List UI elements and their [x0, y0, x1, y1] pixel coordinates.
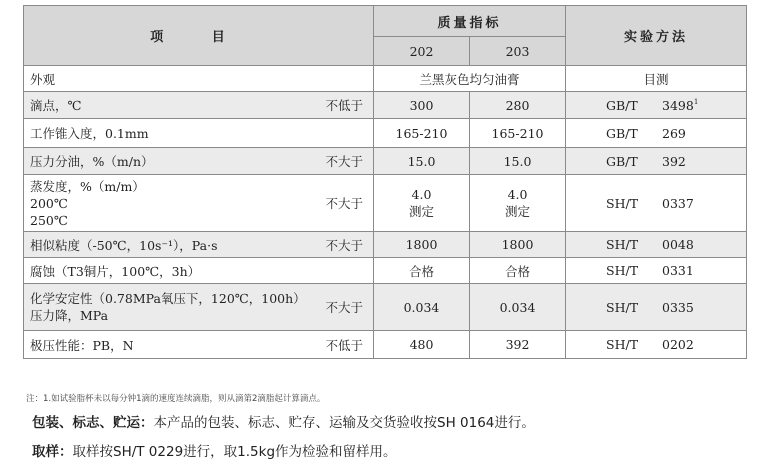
cell-condition: 不大于	[309, 284, 374, 331]
table-row	[24, 258, 747, 284]
cell-line: 200℃	[30, 195, 68, 211]
cell-item-name	[24, 92, 309, 119]
cell-method	[566, 232, 747, 258]
cell-line: 工作锥入度，0.1mm	[30, 126, 149, 141]
sampling-text: 取样按SH/T 0229进行，取1.5kg作为检验和留样用。	[72, 444, 397, 460]
cell-line: 15.0	[407, 153, 436, 169]
cell-line: 392	[505, 337, 530, 352]
cell-line: 4.0	[411, 187, 432, 202]
method-standard: GB/T	[606, 153, 638, 169]
method-number: 392	[662, 153, 686, 169]
cell-item-name	[24, 119, 309, 148]
method-standard: SH/T	[606, 195, 639, 211]
cell-line: 腐蚀（T3铜片，100℃，3h）	[30, 263, 201, 279]
cell-value-merged: 兰黑灰色均匀油膏	[374, 66, 566, 92]
method-code	[572, 154, 740, 169]
table-row	[24, 175, 747, 232]
method-code	[572, 263, 740, 278]
method-code	[572, 98, 740, 113]
cell-item-name	[24, 148, 309, 175]
header-item: 项 目	[24, 6, 374, 66]
cell-method	[566, 92, 747, 119]
cell-line: 165-210	[491, 125, 544, 141]
sampling-paragraph	[32, 440, 397, 460]
method-number: 269	[662, 125, 686, 141]
cell-condition	[309, 119, 374, 148]
method-code	[572, 337, 740, 352]
cell-condition: 不大于	[309, 232, 374, 258]
cell-value-203	[470, 232, 566, 258]
table-row	[24, 66, 747, 92]
spec-table	[23, 5, 747, 359]
method-standard: SH/T	[606, 237, 639, 252]
cell-item-name	[24, 284, 309, 331]
cell-line: 极压性能：PB，N	[30, 337, 134, 353]
footnote-marker: 1	[693, 97, 699, 106]
header-row-top	[24, 6, 747, 37]
cell-value-203	[470, 284, 566, 331]
table-row	[24, 232, 747, 258]
sampling-label: 取样：	[32, 444, 73, 460]
cell-line: 0.034	[499, 299, 536, 315]
cell-method	[566, 284, 747, 331]
cell-value-203	[470, 92, 566, 119]
cell-line: 测定	[505, 204, 531, 219]
cell-method	[566, 258, 747, 284]
method-number: 0331	[662, 263, 694, 278]
cell-condition: 不低于	[309, 92, 374, 119]
cell-item-name	[24, 258, 309, 284]
cell-value-203	[470, 119, 566, 148]
cell-condition: 不大于	[309, 148, 374, 175]
packaging-text: 本产品的包装、标志、贮存、运输及交货验收按SH 0164进行。	[153, 415, 535, 431]
cell-condition: 不大于	[309, 175, 374, 232]
cell-value-203	[470, 175, 566, 232]
method-number: 0335	[662, 299, 694, 315]
cell-line: 4.0	[507, 187, 528, 202]
cell-method	[566, 148, 747, 175]
cell-value-202	[374, 92, 470, 119]
header-grade-203: 203	[470, 37, 566, 66]
cell-line: 480	[409, 337, 434, 352]
cell-value-202	[374, 148, 470, 175]
cell-line: 化学安定性（0.78MPa氧压下，120℃，100h）	[30, 291, 306, 306]
table-row	[24, 119, 747, 148]
method-code	[572, 237, 740, 252]
cell-line: 滴点，℃	[30, 98, 82, 113]
cell-line: 280	[505, 97, 530, 113]
cell-line: 合格	[505, 263, 531, 279]
cell-line: 外观	[30, 71, 56, 87]
cell-condition	[309, 258, 374, 284]
cell-line: 15.0	[503, 153, 532, 169]
cell-value-203	[470, 331, 566, 359]
cell-line: 压力降，MPa	[30, 308, 109, 323]
method-code	[572, 126, 740, 141]
table-row	[24, 148, 747, 175]
method-standard: SH/T	[606, 337, 639, 352]
spec-table-body	[24, 6, 747, 359]
table-row	[24, 331, 747, 359]
method-code	[572, 196, 740, 211]
cell-item-name	[24, 232, 309, 258]
cell-line: 300	[409, 97, 434, 113]
method-standard: GB/T	[606, 125, 638, 141]
header-quality: 质量指标	[374, 6, 566, 37]
footnote: 注：1.如试验脂杯未以每分钟1滴的速度连续滴脂，则从滴第2滴脂起计算滴点。	[26, 394, 326, 404]
cell-item-name	[24, 175, 309, 232]
cell-method: 目测	[566, 66, 747, 92]
cell-item-name	[24, 331, 309, 359]
packaging-paragraph	[32, 411, 535, 431]
cell-line: 1800	[405, 237, 438, 252]
cell-method	[566, 119, 747, 148]
method-standard: SH/T	[606, 263, 639, 278]
cell-value-202	[374, 331, 470, 359]
method-number: 0337	[662, 195, 694, 211]
cell-line: 250℃	[30, 212, 68, 228]
cell-value-203	[470, 258, 566, 284]
cell-value-202	[374, 284, 470, 331]
cell-line: 压力分油，%（m/n）	[30, 154, 154, 169]
cell-value-202	[374, 175, 470, 232]
cell-line: 1800	[501, 237, 534, 252]
method-number: 0202	[662, 337, 694, 352]
cell-value-202	[374, 232, 470, 258]
cell-line: 蒸发度，%（m/m）	[30, 178, 145, 194]
method-code	[572, 300, 740, 315]
cell-method	[566, 175, 747, 232]
cell-value-203	[470, 148, 566, 175]
cell-line: 0.034	[403, 299, 440, 315]
method-number: 0048	[662, 237, 694, 252]
cell-line: 165-210	[395, 125, 448, 141]
cell-item-name	[24, 66, 309, 92]
cell-line: 测定	[408, 204, 434, 219]
method-number: 3498	[662, 97, 694, 113]
method-standard: SH/T	[606, 299, 639, 315]
cell-line: 相似粘度（-50℃，10s⁻¹），Pa·s	[30, 237, 218, 253]
table-row	[24, 92, 747, 119]
packaging-label: 包装、标志、贮运：	[32, 415, 154, 431]
cell-condition: 不低于	[309, 331, 374, 359]
header-method: 实验方法	[566, 6, 747, 66]
header-grade-202: 202	[374, 37, 470, 66]
cell-method	[566, 331, 747, 359]
method-standard: GB/T	[606, 97, 638, 113]
cell-line: 合格	[408, 263, 434, 279]
cell-condition	[309, 66, 374, 92]
cell-value-202	[374, 119, 470, 148]
cell-value-202	[374, 258, 470, 284]
table-row	[24, 284, 747, 331]
